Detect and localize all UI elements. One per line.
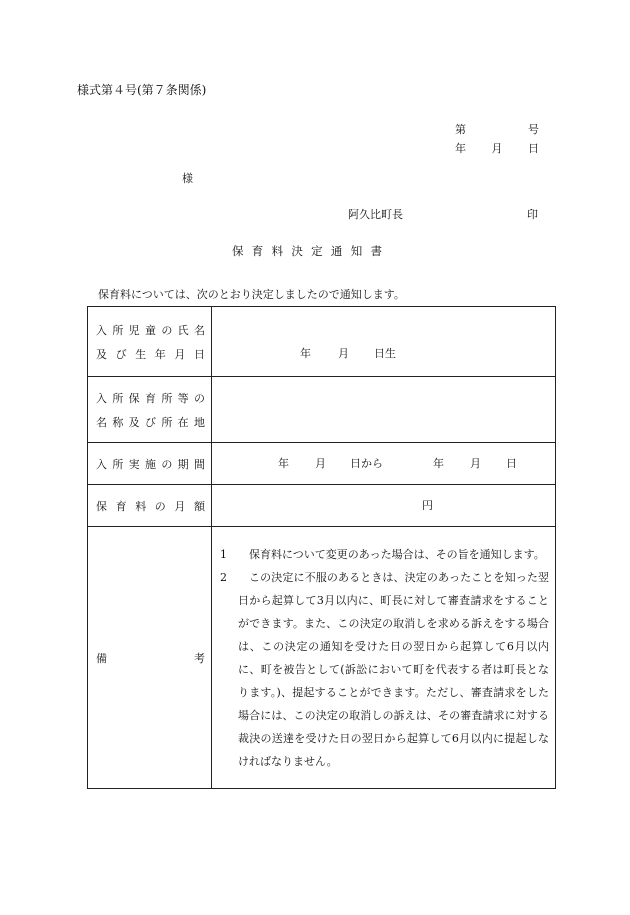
period-value-cell[interactable] [212,443,556,485]
fee-unit: 円 [422,498,433,512]
child-value-cell[interactable] [212,307,556,377]
period-to-year: 年 [433,456,444,470]
birth-day: 日生 [374,346,396,360]
remark-note-2: 2 この決定に不服のあるときは、決定のあったことを知った翌日から起算して3月以内に、町長に対して審査請求をすることができます。また、この決定の取消しを求める訴えをする場合は、この決定の通知を受けた日の翌日から起算して6月以内に、町を被告として(訴訟において町を代表する者は町長となります。)、提起することができます。ただし、審査請求をした場合には、この決定の取消しの訴えは、その審査請求に対する裁決の送達を受けた日の翌日から起算して6月以内に提起しなければなりません。 [220,570,549,768]
document-number-suffix: 号 [528,123,539,136]
remarks-label: 備 考 [88,527,212,789]
facility-label: 入 所 保 育 所 等 の 名 称 及 び 所 在 地 [88,377,212,443]
remark-note-1: 1 保育料について変更のあった場合は、その旨を通知します。 [220,547,545,561]
seal-mark: 印 [527,208,538,221]
period-from-month: 月 [315,456,326,470]
birth-year: 年 [300,346,311,360]
fee-label: 保 育 料 の 月 額 [88,485,212,527]
document-number [455,124,539,135]
document-heading [232,246,382,258]
heading-char: 書 [370,244,382,258]
heading-char: 料 [271,244,284,258]
document-date-day: 日 [528,142,539,155]
birth-month: 月 [338,346,349,360]
fee-decision-table [87,306,556,789]
period-label: 入 所 実 施 の 期 間 [88,443,212,485]
fee-value-cell[interactable] [212,485,556,527]
child-row [88,307,556,377]
heading-char: 決 [291,244,303,258]
period-to-month: 月 [470,456,481,470]
heading-char: 育 [251,244,264,258]
form-title: 様式第４号(第７条関係) [77,83,207,97]
remarks-notes [212,527,556,789]
facility-row [88,377,556,443]
remarks-row [88,527,556,789]
period-from-year: 年 [278,456,289,470]
heading-char: 保 [232,244,244,258]
heading-char: 通 [330,244,343,258]
period-row [88,443,556,485]
heading-char: 定 [311,244,323,258]
document-date-year: 年 [455,142,466,155]
document-date [455,143,539,154]
heading-char: 知 [350,244,363,258]
intro-text: 保育料については、次のとおり決定しましたので通知します。 [98,288,405,301]
issuer-name: 阿久比町長 [348,208,403,221]
child-label: 入 所 児 童 の 氏 名 及 び 生 年 月 日 [88,307,212,377]
facility-value-cell[interactable] [212,377,556,443]
fee-row [88,485,556,527]
addressee-honorific: 様 [182,172,193,185]
document-number-prefix: 第 [455,123,466,136]
document-date-month: 月 [491,142,503,155]
period-from-day: 日から [350,456,383,470]
period-to-day: 日 [506,456,517,470]
